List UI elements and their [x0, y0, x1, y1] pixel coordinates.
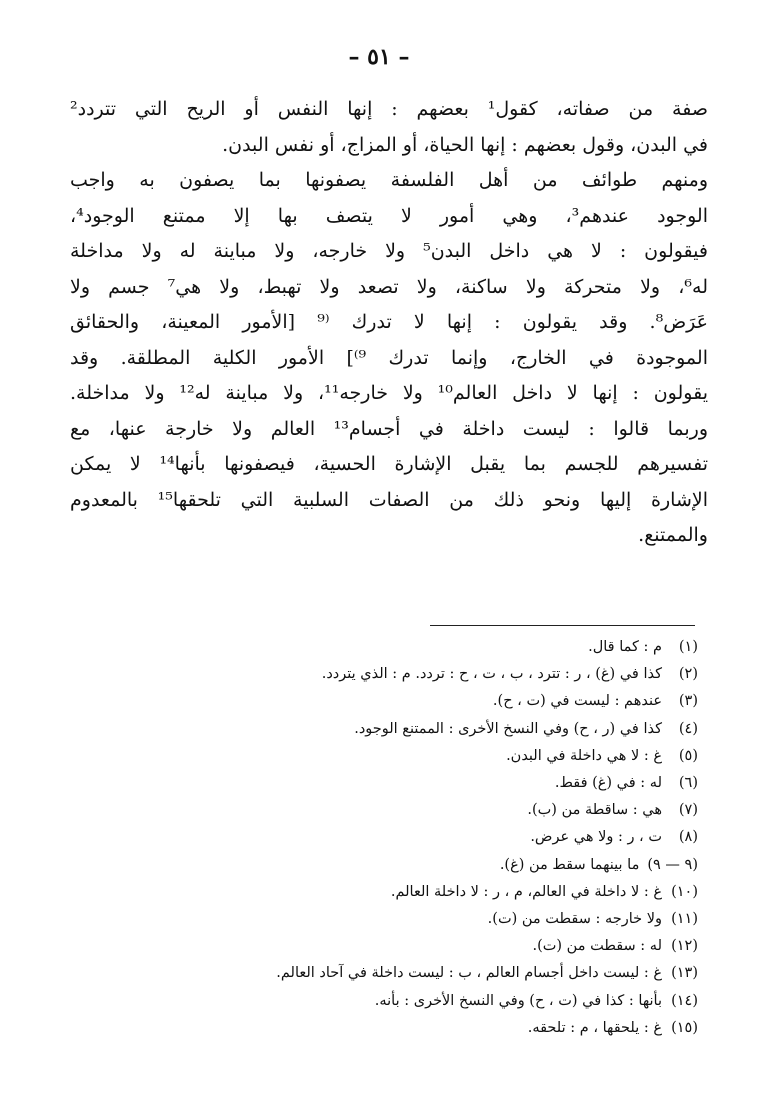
footnote-text: كذا في (ر ، ح) وفي النسخ الأخرى : الممتنع الوجود.	[354, 720, 662, 737]
footnote-number: (٧)	[678, 802, 698, 819]
body-line: في البدن، وقول بعضهم : إنها الحياة، أو المزاج، أو نفس البدن.	[222, 133, 708, 156]
footnote-text: ت ، ر : ولا هي عرض.	[530, 829, 662, 846]
footnote-number: (٤)	[678, 720, 698, 737]
footnote	[70, 879, 698, 906]
footnote-text: ولا خارجه : سقطت من (ت).	[487, 911, 662, 928]
footnote-text: له : سقطت من (ت).	[532, 938, 662, 955]
body-line: له⁶، ولا متحركة ولا ساكنة، ولا تصعد ولا تهبط، ولا هي⁷ جسم ولا	[70, 275, 708, 298]
body-text	[70, 92, 708, 554]
footnote-number: (١١)	[671, 911, 698, 928]
footnote	[70, 716, 698, 743]
footnote	[70, 824, 698, 851]
footnote-number: (٣)	[678, 693, 698, 710]
body-line: عَرَض⁸. وقد يقولون : إنها لا تدرك ⁽⁹ [الأمور المعينة، والحقائق	[70, 311, 708, 333]
footnote	[70, 988, 698, 1015]
body-line: فيقولون : لا هي داخل البدن⁵ ولا خارجه، ولا مباينة له ولا مداخلة	[70, 240, 708, 262]
footnote-number: (٥)	[678, 747, 698, 764]
footnote-number: (٢)	[678, 666, 698, 683]
footnotes	[70, 634, 698, 1042]
footnote-text: م : كما قال.	[588, 639, 662, 655]
footnote	[70, 770, 698, 797]
body-line: صفة من صفاته، كقول¹ بعضهم : إنها النفس أو الريح التي تتردد²	[70, 98, 708, 120]
footnote-text: عندهم : ليست في (ت ، ح).	[492, 693, 662, 710]
footnote-number: (٩ — ٩)	[647, 856, 698, 873]
footnote-text: غ : لا داخلة في العالم، م ، ر : لا داخلة العالم.	[390, 883, 662, 900]
footnote	[70, 797, 698, 824]
footnote-number: (١٤)	[671, 992, 698, 1009]
footnote-number: (١٣)	[671, 965, 698, 982]
body-line: تفسيرهم للجسم بما يقبل الإشارة الحسية، فيصفونها بأنها¹⁴ لا يمكن	[70, 453, 708, 475]
footnote-text: غ : ليست داخل أجسام العالم ، ب : ليست داخلة في آحاد العالم.	[276, 965, 662, 982]
body-line: الموجودة في الخارج، وإنما تدرك ⁹⁾] الأمور الكلية المطلقة. وقد	[70, 346, 708, 369]
footnote-number: (١٢)	[671, 938, 698, 955]
footnote-text: غ : يلحقها ، م : تلحقه.	[527, 1019, 662, 1036]
footnote-text: غ : لا هي داخلة في البدن.	[506, 747, 662, 764]
footnote-separator	[430, 625, 695, 626]
footnote-number: (٦)	[678, 775, 698, 792]
body-line: الوجود عندهم³، وهي أمور لا يتصف بها إلا ممتنع الوجود⁴،	[70, 204, 708, 227]
body-line: ومنهم طوائف من أهل الفلسفة يصفونها بما يصفون به واجب	[70, 169, 708, 191]
footnote	[70, 852, 698, 879]
body-line: الإشارة إليها ونحو ذلك من الصفات السلبية التي تلحقها¹⁵ بالمعدوم	[70, 488, 708, 511]
footnote-text: بأنها : كذا في (ت ، ح) وفي النسخ الأخرى : بأنه.	[374, 992, 662, 1009]
body-line: يقولون : إنها لا داخل العالم¹⁰ ولا خارجه¹¹، ولا مباينة له¹² ولا مداخلة.	[70, 382, 708, 404]
footnote-text: ما بينهما سقط من (غ).	[499, 856, 640, 873]
page-number: – ٥١ –	[348, 44, 410, 70]
footnote	[70, 933, 698, 960]
footnote-number: (١)	[678, 639, 698, 655]
footnote	[70, 906, 698, 933]
body-line: وربما قالوا : ليست داخلة في أجسام¹³ العالم ولا خارجة عنها، مع	[70, 417, 708, 440]
footnote	[70, 960, 698, 987]
footnote	[70, 688, 698, 715]
footnote	[70, 634, 698, 661]
footnote-text: هي : ساقطة من (ب).	[527, 802, 662, 819]
footnote-text: كذا في (غ) ، ر : تترد ، ب ، ت ، ح : تردد. م : الذي يتردد.	[321, 666, 662, 683]
footnote-number: (١٥)	[671, 1019, 698, 1036]
footnote	[70, 661, 698, 688]
footnote-text: له : في (غ) فقط.	[554, 775, 662, 792]
body-line: والممتنع.	[638, 524, 708, 546]
footnote-number: (٨)	[678, 829, 698, 846]
footnote	[70, 1015, 698, 1042]
footnote-number: (١٠)	[671, 883, 698, 900]
footnote	[70, 743, 698, 770]
